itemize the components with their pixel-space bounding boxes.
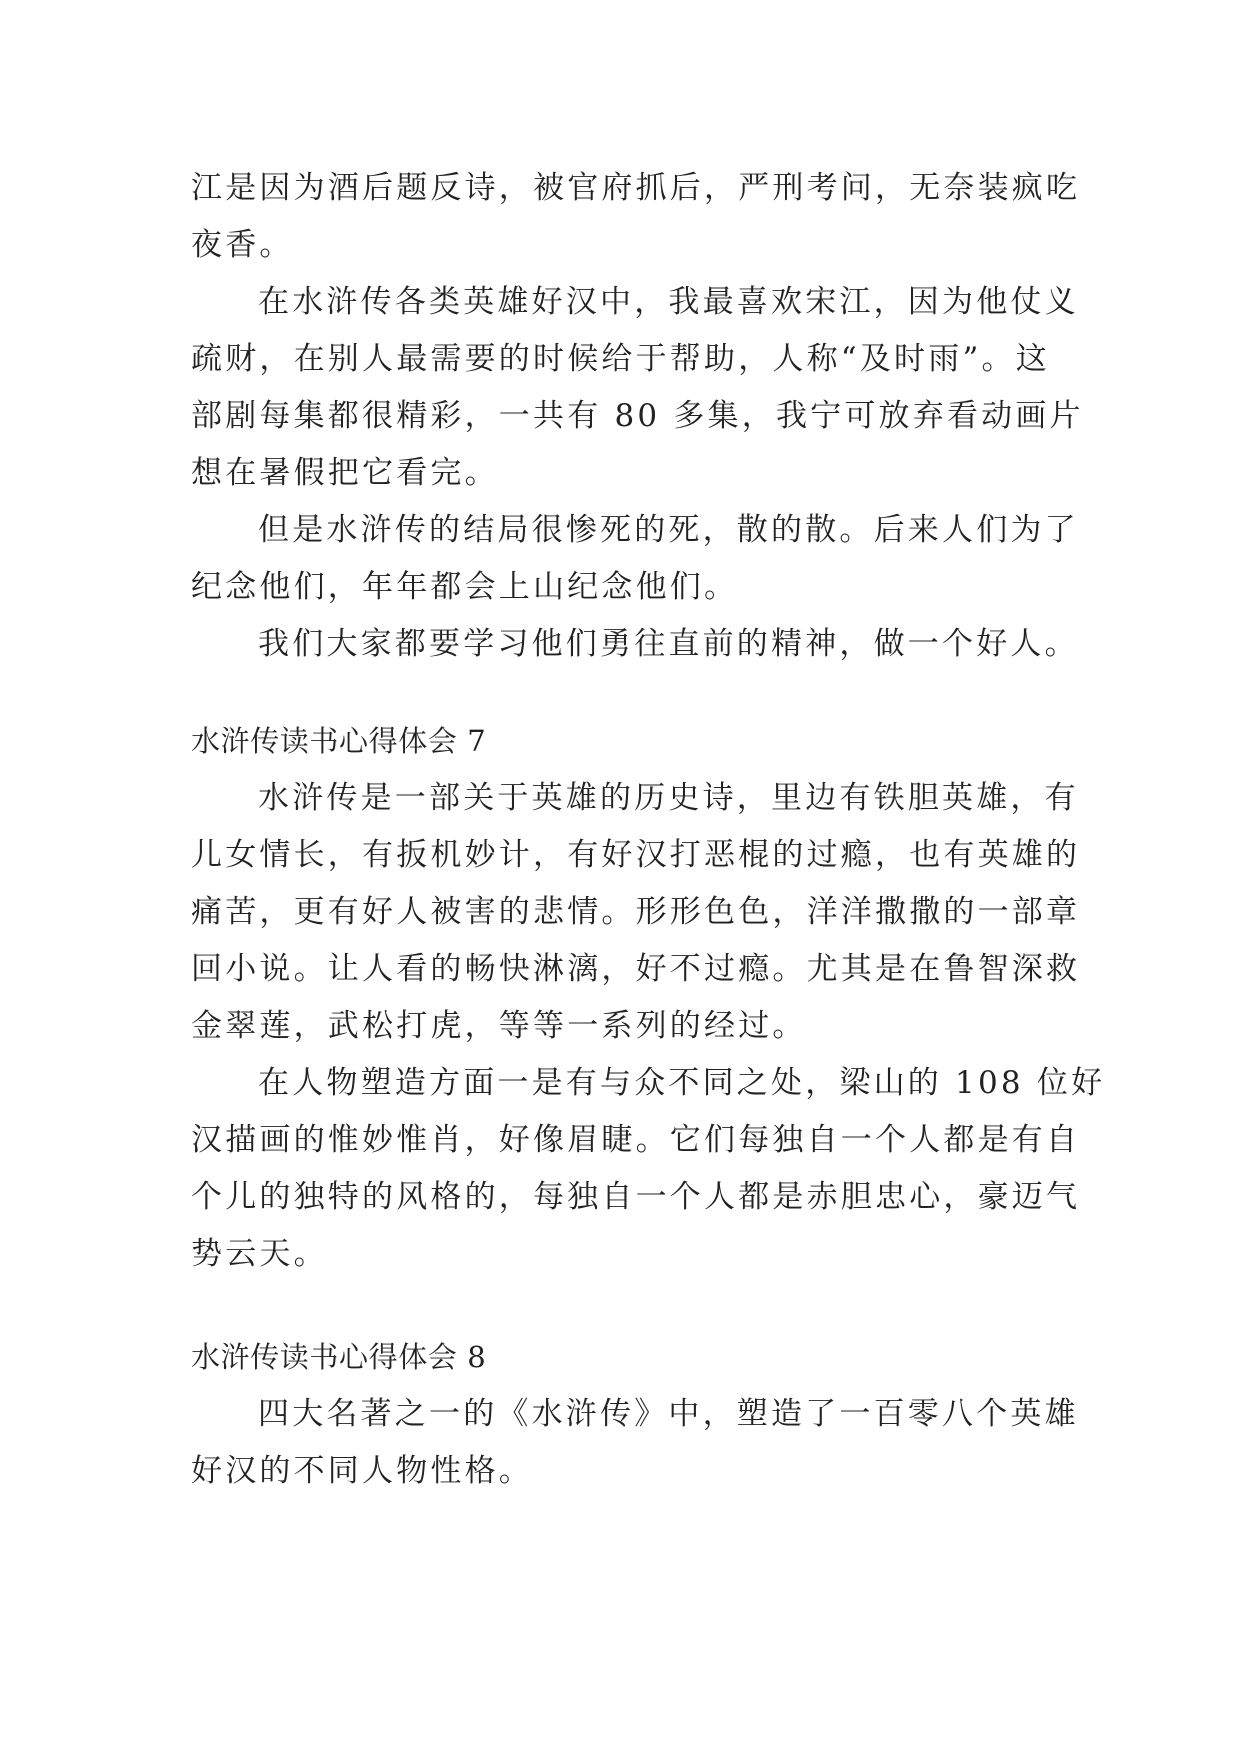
text-line: 水浒传是一部关于英雄的历史诗，里边有铁胆英雄，有 <box>258 780 1079 816</box>
section-spacer <box>191 1283 1061 1329</box>
section-continuation <box>191 160 1084 673</box>
text-line: 部剧每集都很精彩，一共有 80 多集，我宁可放弃看动画片 <box>191 398 1084 434</box>
text-line: 夜香。 <box>191 227 294 263</box>
text-line: 纪念他们，年年都会上山纪念他们。 <box>191 569 739 605</box>
section-heading: 水浒传读书心得体会 7 <box>191 724 487 758</box>
section-7 <box>191 713 1106 1283</box>
paragraph <box>191 1386 1079 1500</box>
paragraph <box>191 1055 1106 1283</box>
text-line: 想在暑假把它看完。 <box>191 455 499 491</box>
text-line: 在水浒传各类英雄好汉中，我最喜欢宋江，因为他仗义 <box>258 284 1079 320</box>
paragraph <box>191 274 1084 502</box>
section-heading: 水浒传读书心得体会 8 <box>191 1340 487 1374</box>
text-line: 个儿的独特的风格的，每独自一个人都是赤胆忠心，豪迈气 <box>191 1179 1081 1215</box>
document-page <box>191 160 1106 1500</box>
text-line: 我们大家都要学习他们勇往直前的精神，做一个好人。 <box>258 626 1079 662</box>
text-line: 儿女情长，有扳机妙计，有好汉打恶棍的过瘾，也有英雄的 <box>191 837 1081 873</box>
text-line: 疏财，在别人最需要的时候给于帮助，人称“及时雨”。这 <box>191 341 1050 377</box>
paragraph <box>191 616 1079 673</box>
section-8 <box>191 1329 1079 1500</box>
text-line: 痛苦，更有好人被害的悲情。形形色色，洋洋撒撒的一部章 <box>191 894 1081 930</box>
paragraph <box>191 502 1079 616</box>
text-line: 汉描画的惟妙惟肖，好像眉睫。它们每独自一个人都是有自 <box>191 1122 1081 1158</box>
text-line: 四大名著之一的《水浒传》中，塑造了一百零八个英雄 <box>258 1396 1079 1432</box>
text-line: 金翠莲，武松打虎，等等一系列的经过。 <box>191 1008 807 1044</box>
text-line: 势云天。 <box>191 1236 328 1272</box>
text-line: 江是因为酒后题反诗，被官府抓后，严刑考问，无奈装疯吃 <box>191 170 1081 206</box>
text-line: 但是水浒传的结局很惨死的死，散的散。后来人们为了 <box>258 512 1079 548</box>
section-spacer <box>191 673 1061 713</box>
text-line: 在人物塑造方面一是有与众不同之处，梁山的 108 位好 <box>258 1065 1106 1101</box>
text-line: 好汉的不同人物性格。 <box>191 1453 533 1489</box>
text-line: 回小说。让人看的畅快淋漓，好不过瘾。尤其是在鲁智深救 <box>191 951 1081 987</box>
paragraph <box>191 160 1081 274</box>
paragraph <box>191 770 1081 1055</box>
